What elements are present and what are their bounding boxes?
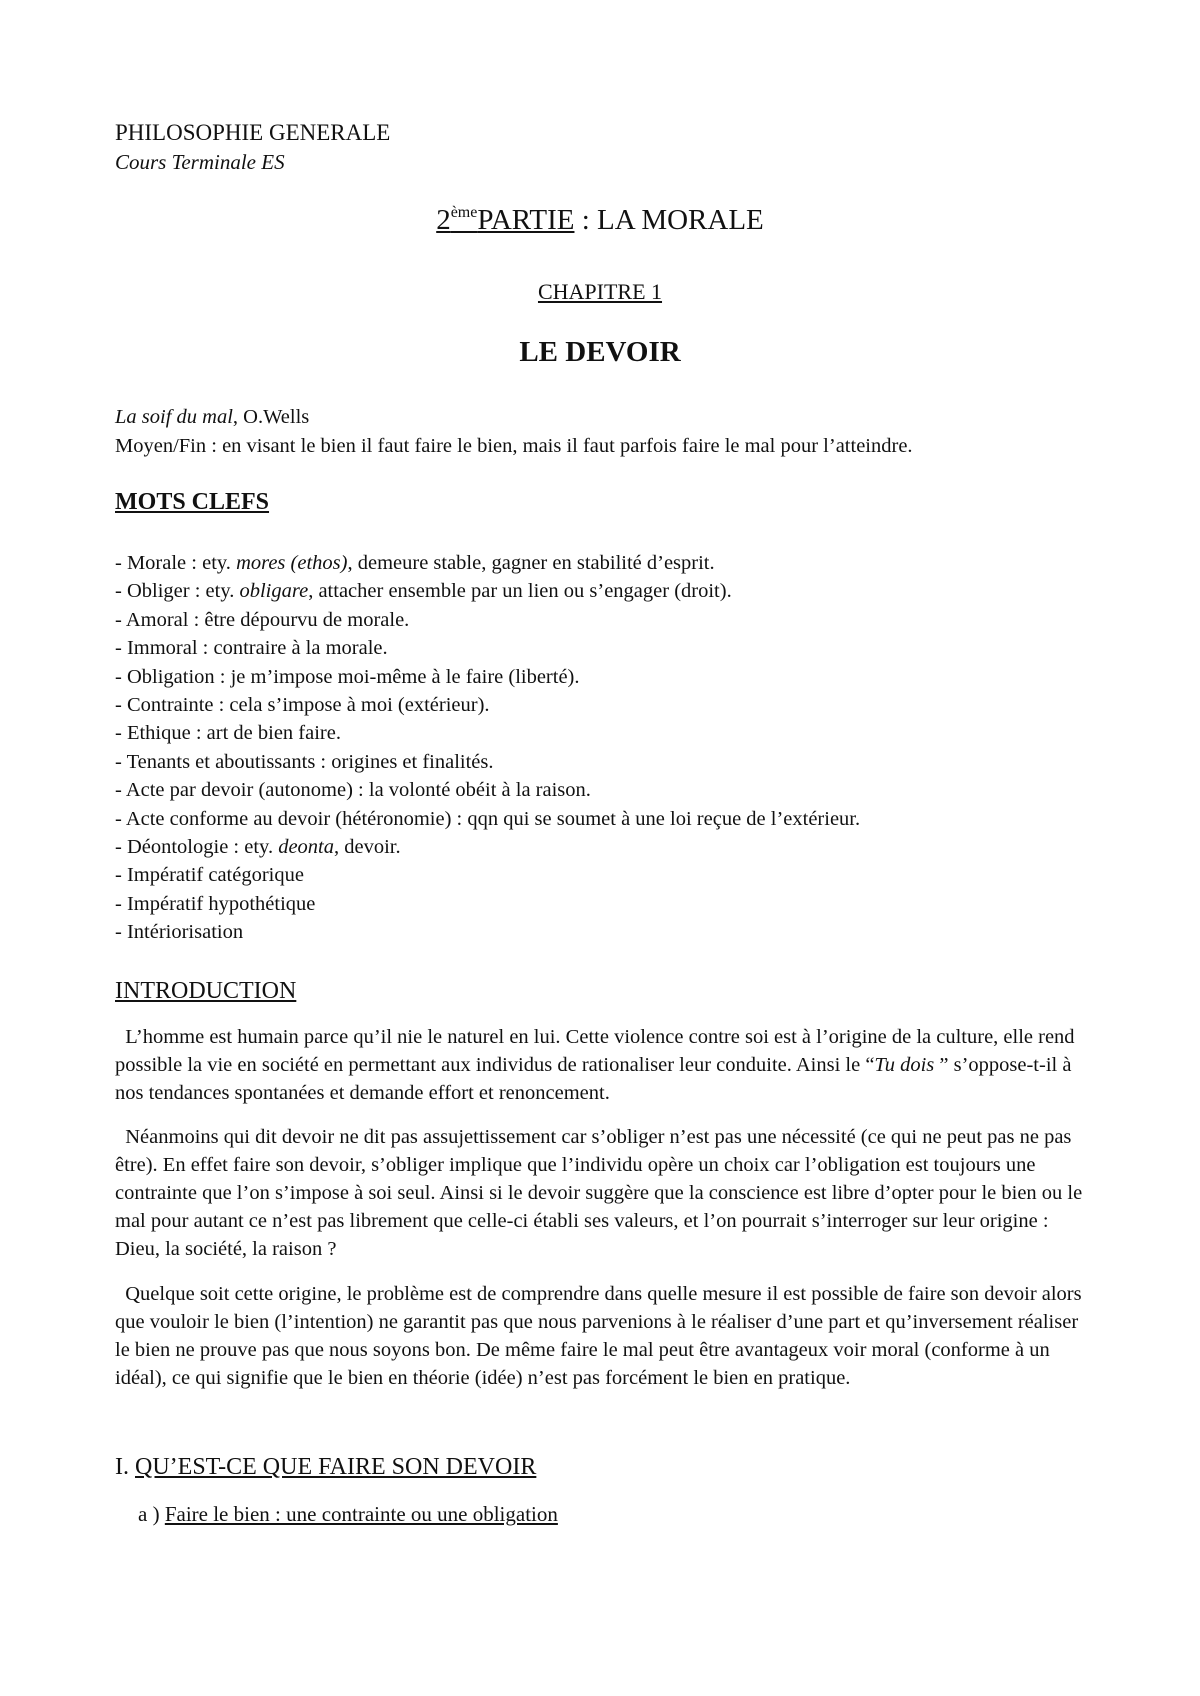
epigraph-source <box>115 403 913 432</box>
keyword-item: - Contrainte : cela s’impose à moi (extérieur). <box>115 694 490 717</box>
subsection-title: Faire le bien : une contrainte ou une obligation <box>164 1502 558 1526</box>
epigraph-text: Moyen/Fin : en visant le bien il faut faire le bien, mais il faut parfois faire le mal pour l’atteindre. <box>115 435 913 457</box>
keywords-list <box>115 549 860 947</box>
chapter-title: LE DEVOIR <box>519 336 681 368</box>
intro-paragraph-2: Néanmoins qui dit devoir ne dit pas assujettissement car s’obliger n’est pas une nécessité (ce qui ne peut pas ne pas être). En effet faire son devoir, s’obliger implique que l’individu opère un choix car l’obligation est toujours une contrainte que l’on s’impose à soi seul. Ainsi si le devoir suggère que la conscience est libre d’opter pour le bien ou le mal pour autant ce n’est pas librement que celle-ci établi ses valeurs, et l’on pourrait s’interroger sur leur origine : Dieu, la société, la raison ? <box>115 1126 1083 1260</box>
epigraph-author: , O.Wells <box>232 406 310 428</box>
section-number: I. <box>115 1454 135 1480</box>
keyword-item: - Morale : ety. mores (ethos), demeure stable, gagner en stabilité d’esprit. <box>115 552 715 574</box>
epigraph <box>115 403 913 461</box>
part-title: : LA MORALE <box>574 204 764 236</box>
keyword-item: - Impératif hypothétique <box>115 892 316 915</box>
keyword-item: - Ethique : art de bien faire. <box>115 722 341 745</box>
chapter-heading: CHAPITRE 1 <box>537 279 663 304</box>
keyword-item: - Obligation : je m’impose moi-même à le faire (liberté). <box>115 665 580 688</box>
keyword-item: - Impératif catégorique <box>115 864 304 887</box>
subsection-number: a ) <box>138 1502 165 1526</box>
section-heading <box>115 1454 536 1481</box>
section-title: QU’EST-CE QUE FAIRE SON DEVOIR <box>135 1454 537 1480</box>
introduction-heading: INTRODUCTION <box>115 978 297 1004</box>
epigraph-work: La soif du mal <box>115 406 233 428</box>
subsection-heading <box>138 1502 558 1527</box>
keyword-item: - Amoral : être dépourvu de morale. <box>115 608 410 631</box>
part-heading <box>0 204 1200 237</box>
part-word: PARTIE <box>477 204 575 236</box>
part-number-suffix: ème <box>450 204 478 221</box>
keyword-item: - Obliger : ety. obligare, attacher ensemble par un lien ou s’engager (droit). <box>115 580 732 603</box>
part-number: 2 <box>436 204 451 236</box>
intro-paragraph-3: Quelque soit cette origine, le problème est de comprendre dans quelle mesure il est possible de faire son devoir alors que vouloir le bien (l’intention) ne garantit pas que nous parvenions à le réaliser d’une part et qu’inversement réaliser le bien ne prouve pas que nous soyons bon. De même faire le mal peut être avantageux voir moral (conforme à un idéal), ce qui signifie que le bien en théorie (idée) n’est pas forcément le bien en pratique. <box>115 1283 1082 1389</box>
course-subtitle: Cours Terminale ES <box>115 150 285 174</box>
course-title: PHILOSOPHIE GENERALE <box>115 120 391 145</box>
keyword-item: - Tenants et aboutissants : origines et finalités. <box>115 750 494 773</box>
keyword-item: - Immoral : contraire à la morale. <box>115 637 388 660</box>
keyword-item: - Acte par devoir (autonome) : la volonté obéit à la raison. <box>115 779 591 802</box>
course-header <box>115 118 390 176</box>
intro-paragraph-1: L’homme est humain parce qu’il nie le naturel en lui. Cette violence contre soi est à l’origine de la culture, elle rend possible la vie en société en permettant aux individus de rationaliser leur conduite. Ainsi le “Tu dois ” s’oppose-t-il à nos tendances spontanées et demande effort et renoncement. <box>115 1026 1075 1104</box>
keyword-item: - Déontologie : ety. deonta, devoir. <box>115 836 401 859</box>
keyword-item: - Intériorisation <box>115 921 244 944</box>
keyword-item: - Acte conforme au devoir (hétéronomie) : qqn qui se soumet à une loi reçue de l’extérieur. <box>115 807 861 830</box>
keywords-heading: MOTS CLEFS <box>115 489 270 515</box>
